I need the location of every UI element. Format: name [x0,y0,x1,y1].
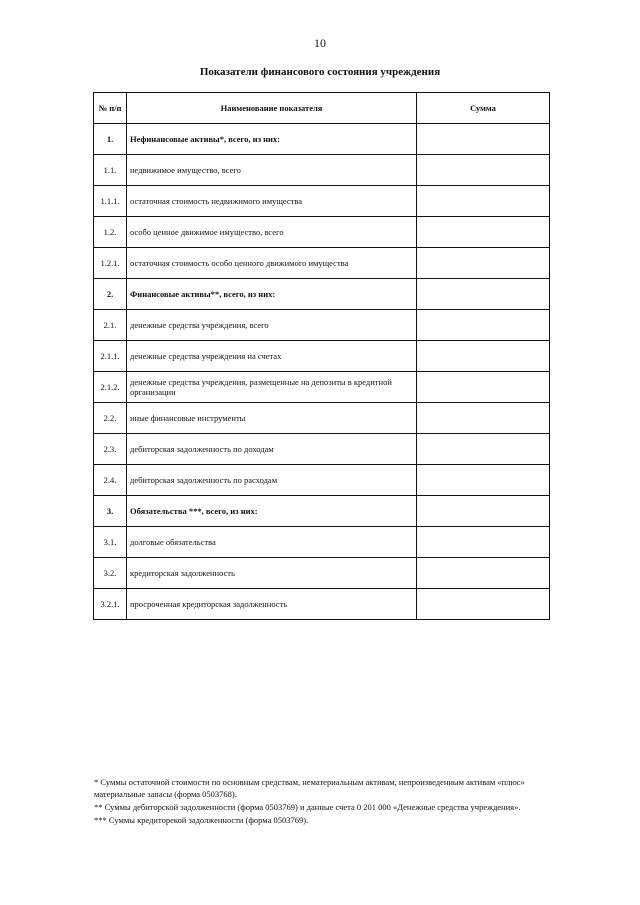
table-row [94,186,550,217]
row-indicator-name: денежные средства учреждения на счетах [127,341,417,372]
document-title: Показатели финансового состояния учреждения [199,66,441,78]
row-sum-cell [417,527,550,558]
table-row [94,248,550,279]
table-row [94,124,550,155]
row-number: 2. [94,279,127,310]
row-number: 1.1.1. [94,186,127,217]
table-row [94,155,550,186]
row-sum-cell [417,279,550,310]
table-header-row [94,93,550,124]
row-sum-cell [417,465,550,496]
row-indicator-name: недвижимое имущество, всего [127,155,417,186]
row-indicator-name: денежные средства учреждения, размещенные на депозиты в кредитной организации [127,372,417,403]
row-number: 2.4. [94,465,127,496]
row-number: 2.1.1. [94,341,127,372]
footnotes [94,777,554,828]
row-number: 3.2. [94,558,127,589]
financial-indicators-table [93,92,550,620]
table-row [94,403,550,434]
table-row [94,217,550,248]
footnote-1: * Суммы остаточной стоимости по основным средствам, нематериальным активам, непроизведенным активам «плюс» материальные запасы (форма 0503768). [94,777,525,799]
row-indicator-name: остаточная стоимость недвижимого имущества [127,186,417,217]
footnote-2: ** Суммы дебиторской задолженности (форма 0503769) и данные счета 0 201 000 «Денежные средства учреждения». [94,801,521,812]
row-number: 3. [94,496,127,527]
row-sum-cell [417,217,550,248]
row-sum-cell [417,589,550,620]
row-number: 2.2. [94,403,127,434]
header-sum: Сумма [417,93,550,124]
row-sum-cell [417,310,550,341]
row-number: 2.1. [94,310,127,341]
row-indicator-name: долговые обязательства [127,527,417,558]
row-number: 1.1. [94,155,127,186]
row-indicator-name: иные финансовые инструменты [127,403,417,434]
footnote-3: *** Суммы кредиторекой задолженности (форма 0503769). [94,814,309,825]
row-number: 1.2.1. [94,248,127,279]
row-number: 2.3. [94,434,127,465]
table-row [94,310,550,341]
row-indicator-name: денежные средства учреждения, всего [127,310,417,341]
header-indicator-name: Наименование показателя [127,93,417,124]
row-number: 1. [94,124,127,155]
row-sum-cell [417,155,550,186]
row-number: 1.2. [94,217,127,248]
row-indicator-name: просроченная кредиторская задолженность [127,589,417,620]
row-indicator-name: дебиторская задолженность по доходам [127,434,417,465]
row-sum-cell [417,434,550,465]
row-sum-cell [417,496,550,527]
row-sum-cell [417,403,550,434]
row-indicator-name: кредиторская задолженность [127,558,417,589]
row-number: 3.2.1. [94,589,127,620]
row-sum-cell [417,558,550,589]
row-indicator-name: остаточная стоимость особо ценного движимого имущества [127,248,417,279]
table-row [94,434,550,465]
row-indicator-name: особо ценное движимое имущество, всего [127,217,417,248]
table-row [94,341,550,372]
row-indicator-name: Обязательства ***, всего, из них: [127,496,417,527]
page-number: 10 [314,36,326,50]
row-sum-cell [417,186,550,217]
row-number: 3.1. [94,527,127,558]
row-sum-cell [417,124,550,155]
table-body [94,124,550,620]
row-sum-cell [417,372,550,403]
row-sum-cell [417,341,550,372]
row-indicator-name: Финансовые активы**, всего, из них: [127,279,417,310]
table-row [94,465,550,496]
table-row [94,589,550,620]
table-row [94,558,550,589]
table-row [94,372,550,403]
row-indicator-name: дебиторская задолженность по расходам [127,465,417,496]
table-row [94,496,550,527]
table-row [94,279,550,310]
row-sum-cell [417,248,550,279]
row-number: 2.1.2. [94,372,127,403]
table-row [94,527,550,558]
header-number: № п/п [94,93,127,124]
row-indicator-name: Нефинансовые активы*, всего, из них: [127,124,417,155]
